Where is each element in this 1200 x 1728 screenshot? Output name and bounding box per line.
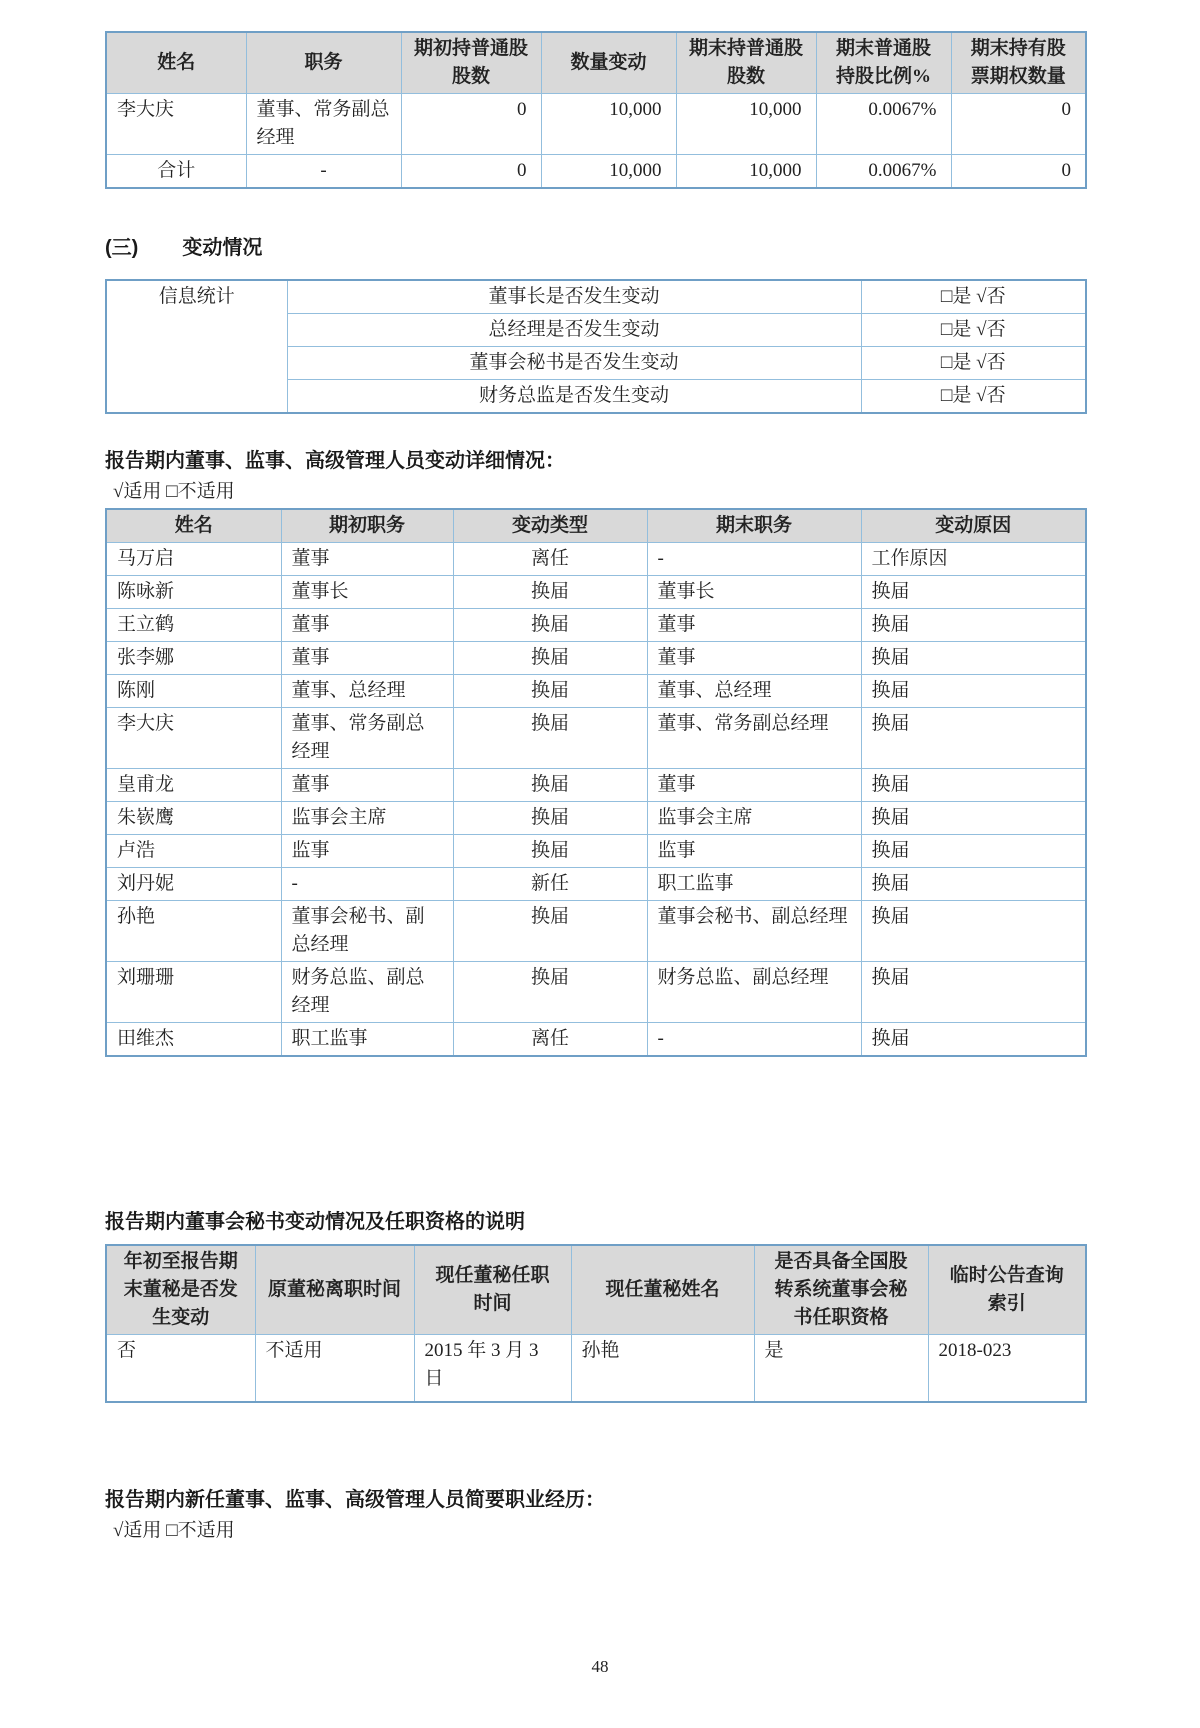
cell-name: 田维杰 <box>106 1023 281 1057</box>
cell-begin-position: 董事会秘书、副总经理 <box>281 901 453 962</box>
shareholding-table <box>105 31 1087 189</box>
column-header-former-departure-time: 原董秘离职时间 <box>255 1245 414 1335</box>
cell-change-type: 换届 <box>453 708 647 769</box>
column-header-position: 职务 <box>246 32 401 94</box>
column-header-qualification: 是否具备全国股转系统董事会秘书任职资格 <box>754 1245 928 1335</box>
cell-end-position: 董事、常务副总经理 <box>647 708 861 769</box>
cell-name: 李大庆 <box>106 708 281 769</box>
cell-change-type: 离任 <box>453 543 647 576</box>
cell-change-type: 换届 <box>453 901 647 962</box>
cell-end-position: 董事长 <box>647 576 861 609</box>
cell-end-position: 董事会秘书、副总经理 <box>647 901 861 962</box>
table-row <box>106 280 1086 314</box>
cell-end-shares: 10,000 <box>676 155 816 189</box>
document-content <box>105 31 1085 1544</box>
column-header-end-position: 期末职务 <box>647 509 861 543</box>
cell-end-position: 监事 <box>647 835 861 868</box>
cell-question: 董事会秘书是否发生变动 <box>287 347 861 380</box>
column-header-options: 期末持有股票期权数量 <box>951 32 1086 94</box>
cell-change: 10,000 <box>541 155 676 189</box>
cell-change-type: 换届 <box>453 769 647 802</box>
table-row <box>106 708 1086 769</box>
table-row <box>106 901 1086 962</box>
cell-change-type: 换届 <box>453 835 647 868</box>
info-statistics-table <box>105 279 1087 414</box>
applicable-line: √适用 □不适用 <box>113 1520 235 1541</box>
cell-reason: 换届 <box>861 769 1086 802</box>
cell-former-departure-time: 不适用 <box>255 1335 414 1403</box>
cell-options: 0 <box>951 155 1086 189</box>
column-header-current-name: 现任董秘姓名 <box>571 1245 754 1335</box>
cell-current-name: 孙艳 <box>571 1335 754 1403</box>
cell-reason: 换届 <box>861 835 1086 868</box>
column-header-end-ratio: 期末普通股持股比例% <box>816 32 951 94</box>
cell-begin-shares: 0 <box>401 155 541 189</box>
cell-change-type: 换届 <box>453 642 647 675</box>
table-header-row <box>106 1245 1086 1335</box>
table-row <box>106 675 1086 708</box>
cell-begin-position: 董事 <box>281 609 453 642</box>
cell-begin-position: 董事、总经理 <box>281 675 453 708</box>
table-row <box>106 1023 1086 1057</box>
column-header-change-type: 变动类型 <box>453 509 647 543</box>
cell-reason: 换届 <box>861 576 1086 609</box>
cell-end-ratio: 0.0067% <box>816 94 951 155</box>
cell-checkbox-answer: □是 √否 <box>861 280 1086 314</box>
cell-begin-position: - <box>281 868 453 901</box>
cell-qualification: 是 <box>754 1335 928 1403</box>
cell-end-shares: 10,000 <box>676 94 816 155</box>
cell-name: 朱嵚鹰 <box>106 802 281 835</box>
cell-current-start-time: 2015 年 3 月 3 日 <box>414 1335 571 1403</box>
cell-change-type: 换届 <box>453 675 647 708</box>
secretary-table <box>105 1244 1087 1403</box>
cell-reason: 换届 <box>861 1023 1086 1057</box>
cell-checkbox-answer: □是 √否 <box>861 314 1086 347</box>
column-header-announcement-index: 临时公告查询索引 <box>928 1245 1086 1335</box>
cell-position: - <box>246 155 401 189</box>
cell-end-position: 职工监事 <box>647 868 861 901</box>
cell-name: 李大庆 <box>106 94 246 155</box>
column-header-name: 姓名 <box>106 32 246 94</box>
table-header-row <box>106 32 1086 94</box>
table-row <box>106 576 1086 609</box>
page-number: 48 <box>591 1657 609 1676</box>
cell-begin-position: 监事 <box>281 835 453 868</box>
section-heading <box>105 235 1085 261</box>
cell-announcement-index: 2018-023 <box>928 1335 1086 1403</box>
cell-name: 张李娜 <box>106 642 281 675</box>
cell-change-type: 换届 <box>453 802 647 835</box>
table-row <box>106 769 1086 802</box>
cell-name: 皇甫龙 <box>106 769 281 802</box>
column-header-name: 姓名 <box>106 509 281 543</box>
cell-change-type: 新任 <box>453 868 647 901</box>
cell-secretary-changed: 否 <box>106 1335 255 1403</box>
cell-name: 刘珊珊 <box>106 962 281 1023</box>
change-detail-table <box>105 508 1087 1057</box>
cell-question: 财务总监是否发生变动 <box>287 380 861 414</box>
cell-name: 孙艳 <box>106 901 281 962</box>
cell-begin-position: 董事 <box>281 543 453 576</box>
cell-name: 陈刚 <box>106 675 281 708</box>
cell-name: 王立鹤 <box>106 609 281 642</box>
cell-change-type: 换届 <box>453 962 647 1023</box>
cell-reason: 换届 <box>861 609 1086 642</box>
cell-end-position: - <box>647 543 861 576</box>
table-row <box>106 868 1086 901</box>
cell-begin-position: 董事 <box>281 769 453 802</box>
cell-position: 董事、常务副总经理 <box>246 94 401 155</box>
cell-reason: 工作原因 <box>861 543 1086 576</box>
cell-begin-position: 董事 <box>281 642 453 675</box>
column-header-change: 数量变动 <box>541 32 676 94</box>
cell-reason: 换届 <box>861 675 1086 708</box>
cell-name: 陈咏新 <box>106 576 281 609</box>
cell-name: 刘丹妮 <box>106 868 281 901</box>
cell-begin-position: 董事长 <box>281 576 453 609</box>
table-header-row <box>106 509 1086 543</box>
column-header-reason: 变动原因 <box>861 509 1086 543</box>
cell-reason: 换届 <box>861 802 1086 835</box>
cell-change-type: 离任 <box>453 1023 647 1057</box>
table-row <box>106 94 1086 155</box>
cell-begin-position: 财务总监、副总经理 <box>281 962 453 1023</box>
cell-end-position: 董事 <box>647 642 861 675</box>
table-row <box>106 835 1086 868</box>
cell-begin-position: 董事、常务副总经理 <box>281 708 453 769</box>
table-row <box>106 642 1086 675</box>
cell-question: 总经理是否发生变动 <box>287 314 861 347</box>
new-managers-heading: 报告期内新任董事、监事、高级管理人员简要职业经历： <box>105 1489 605 1511</box>
cell-end-position: 监事会主席 <box>647 802 861 835</box>
cell-reason: 换届 <box>861 962 1086 1023</box>
table-row <box>106 802 1086 835</box>
cell-reason: 换届 <box>861 901 1086 962</box>
cell-end-ratio: 0.0067% <box>816 155 951 189</box>
column-header-begin-position: 期初职务 <box>281 509 453 543</box>
cell-reason: 换届 <box>861 708 1086 769</box>
cell-end-position: 董事 <box>647 609 861 642</box>
cell-end-position: 董事 <box>647 769 861 802</box>
table-row <box>106 1335 1086 1403</box>
section-number: (三) <box>105 237 139 259</box>
secretary-heading: 报告期内董事会秘书变动情况及任职资格的说明 <box>105 1211 525 1233</box>
cell-end-position: - <box>647 1023 861 1057</box>
cell-change: 10,000 <box>541 94 676 155</box>
table-row <box>106 543 1086 576</box>
cell-reason: 换届 <box>861 642 1086 675</box>
change-detail-heading: 报告期内董事、监事、高级管理人员变动详细情况： <box>105 450 565 472</box>
cell-question: 董事长是否发生变动 <box>287 280 861 314</box>
column-header-secretary-changed: 年初至报告期末董秘是否发生变动 <box>106 1245 255 1335</box>
cell-options: 0 <box>951 94 1086 155</box>
cell-change-type: 换届 <box>453 576 647 609</box>
cell-begin-position: 职工监事 <box>281 1023 453 1057</box>
cell-change-type: 换届 <box>453 609 647 642</box>
table-row <box>106 962 1086 1023</box>
cell-end-position: 董事、总经理 <box>647 675 861 708</box>
cell-name: 马万启 <box>106 543 281 576</box>
cell-end-position: 财务总监、副总经理 <box>647 962 861 1023</box>
cell-name: 卢浩 <box>106 835 281 868</box>
column-header-current-start-time: 现任董秘任职时间 <box>414 1245 571 1335</box>
cell-begin-shares: 0 <box>401 94 541 155</box>
cell-row-header: 信息统计 <box>106 280 287 413</box>
applicable-line: √适用 □不适用 <box>113 481 235 502</box>
cell-checkbox-answer: □是 √否 <box>861 347 1086 380</box>
section-title: 变动情况 <box>182 237 263 259</box>
table-row <box>106 609 1086 642</box>
cell-total-label: 合计 <box>106 155 246 189</box>
table-total-row <box>106 155 1086 189</box>
cell-begin-position: 监事会主席 <box>281 802 453 835</box>
cell-checkbox-answer: □是 √否 <box>861 380 1086 414</box>
column-header-begin-shares: 期初持普通股股数 <box>401 32 541 94</box>
column-header-end-shares: 期末持普通股股数 <box>676 32 816 94</box>
cell-reason: 换届 <box>861 868 1086 901</box>
